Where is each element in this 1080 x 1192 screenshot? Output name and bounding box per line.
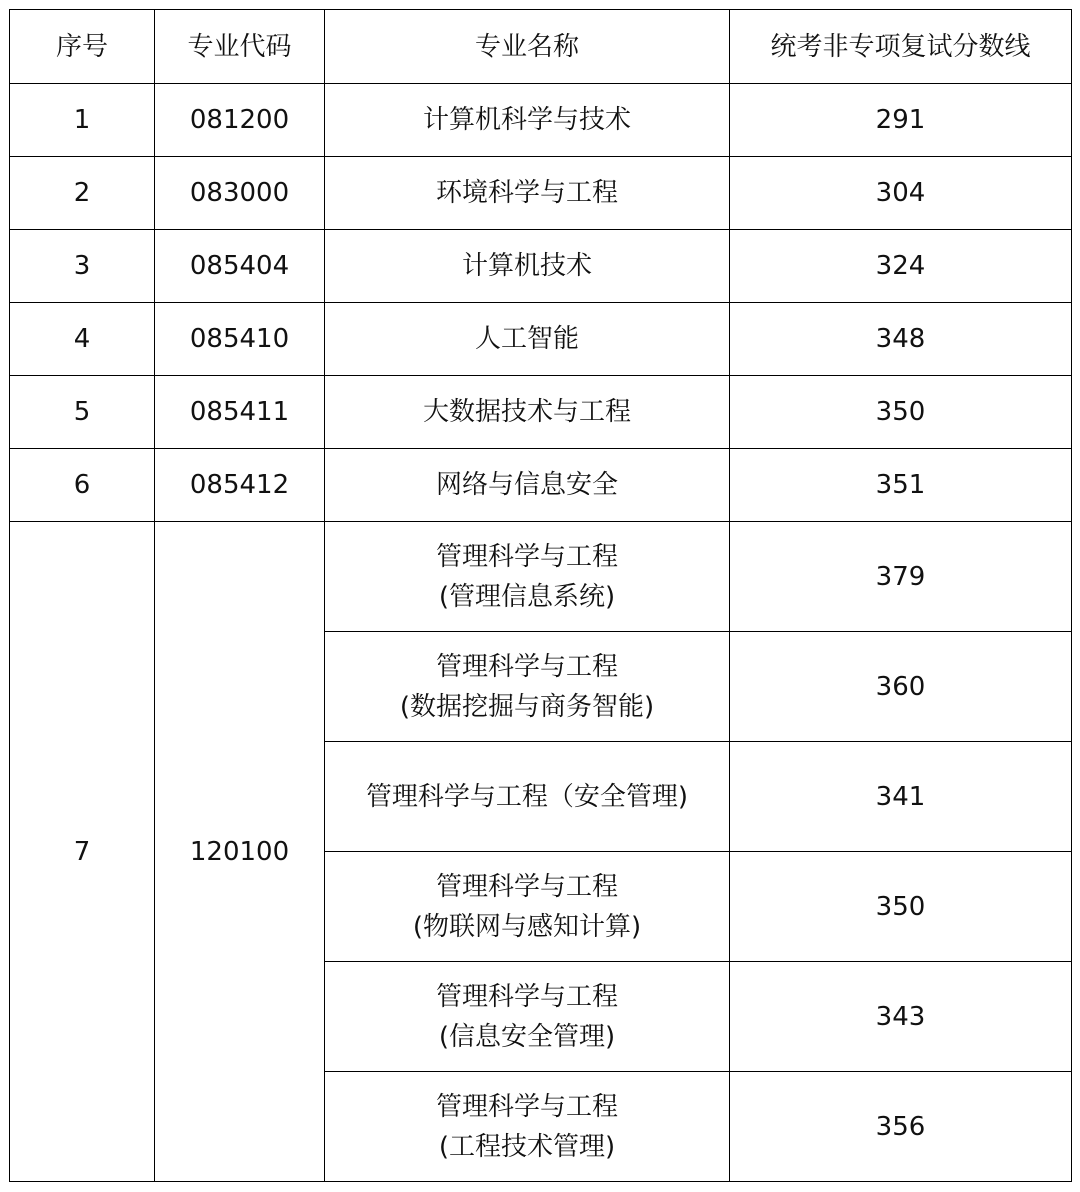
major-name-line: (物联网与感知计算) <box>412 911 642 942</box>
major-name-cell <box>325 632 730 742</box>
major-name-line: 管理科学与工程 <box>435 651 618 682</box>
major-name-line: 管理科学与工程（安全管理) <box>365 781 689 812</box>
seq-cell: 7 <box>10 522 155 1182</box>
major-name-line: (工程技术管理) <box>438 1131 616 1162</box>
seq-cell: 5 <box>10 376 155 449</box>
major-name-cell <box>325 742 730 852</box>
major-code-cell: 085404 <box>155 230 325 303</box>
table-body <box>10 84 1072 1182</box>
major-code-cell: 085411 <box>155 376 325 449</box>
score-cell: 360 <box>730 632 1072 742</box>
score-cell: 343 <box>730 962 1072 1072</box>
major-name-cell <box>325 449 730 522</box>
major-code-cell: 085410 <box>155 303 325 376</box>
seq-cell: 3 <box>10 230 155 303</box>
score-cell: 350 <box>730 376 1072 449</box>
score-cell: 348 <box>730 303 1072 376</box>
header-seq: 序号 <box>10 10 155 84</box>
table-row <box>10 522 1072 632</box>
score-cell: 324 <box>730 230 1072 303</box>
major-name-line: (信息安全管理) <box>438 1021 616 1052</box>
major-name-line: 管理科学与工程 <box>435 1091 618 1122</box>
score-cell: 304 <box>730 157 1072 230</box>
major-name-line: 计算机技术 <box>461 251 592 281</box>
major-name-line: (管理信息系统) <box>438 581 616 612</box>
major-name-line: 大数据技术与工程 <box>422 397 631 427</box>
score-cell: 341 <box>730 742 1072 852</box>
score-cell: 356 <box>730 1072 1072 1182</box>
major-name-cell <box>325 303 730 376</box>
header-name: 专业名称 <box>325 10 730 84</box>
table-row <box>10 449 1072 522</box>
major-name-cell <box>325 962 730 1072</box>
major-name-line: (数据挖掘与商务智能) <box>399 691 655 722</box>
seq-cell: 1 <box>10 84 155 157</box>
header-score: 统考非专项复试分数线 <box>730 10 1072 84</box>
score-cell: 351 <box>730 449 1072 522</box>
table-row <box>10 157 1072 230</box>
score-table <box>9 9 1072 1182</box>
table-row <box>10 230 1072 303</box>
score-cell: 350 <box>730 852 1072 962</box>
seq-cell: 4 <box>10 303 155 376</box>
major-name-cell <box>325 1072 730 1182</box>
major-name-cell <box>325 522 730 632</box>
major-name-cell <box>325 230 730 303</box>
major-name-line: 管理科学与工程 <box>435 541 618 572</box>
major-name-line: 网络与信息安全 <box>435 470 618 500</box>
seq-cell: 6 <box>10 449 155 522</box>
table-header <box>10 10 1072 84</box>
major-name-cell <box>325 852 730 962</box>
table-row <box>10 376 1072 449</box>
major-code-cell: 120100 <box>155 522 325 1182</box>
major-name-line: 管理科学与工程 <box>435 871 618 902</box>
major-name-cell <box>325 376 730 449</box>
major-name-line: 环境科学与工程 <box>435 178 618 208</box>
major-code-cell: 081200 <box>155 84 325 157</box>
major-name-cell <box>325 84 730 157</box>
header-code: 专业代码 <box>155 10 325 84</box>
score-cell: 291 <box>730 84 1072 157</box>
major-code-cell: 083000 <box>155 157 325 230</box>
major-code-cell: 085412 <box>155 449 325 522</box>
table-row <box>10 84 1072 157</box>
major-name-line: 管理科学与工程 <box>435 981 618 1012</box>
major-name-cell <box>325 157 730 230</box>
major-name-line: 计算机科学与技术 <box>422 105 631 135</box>
score-cell: 379 <box>730 522 1072 632</box>
table-row <box>10 303 1072 376</box>
header-row <box>10 10 1072 84</box>
major-name-line: 人工智能 <box>474 324 579 354</box>
seq-cell: 2 <box>10 157 155 230</box>
